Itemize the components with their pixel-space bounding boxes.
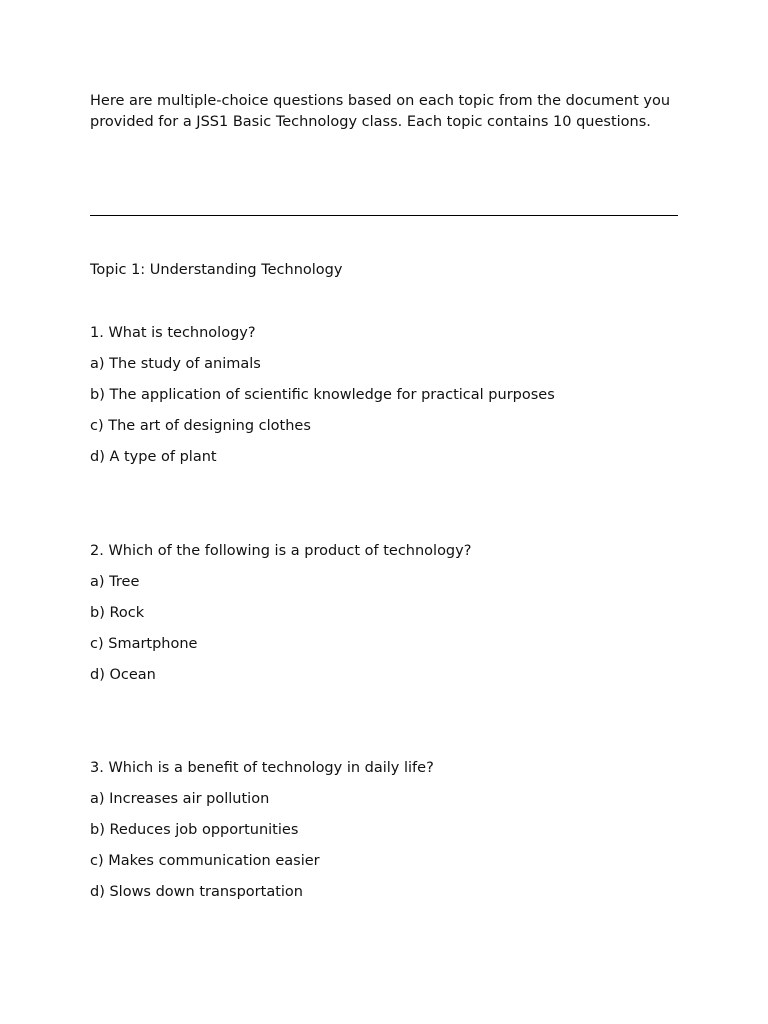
- option-d: d) Ocean: [90, 667, 156, 683]
- option-b: b) Reduces job opportunities: [90, 822, 299, 838]
- horizontal-rule: [90, 215, 678, 216]
- option-b: b) The application of scientific knowledge for practical purposes: [90, 387, 555, 403]
- option-b: b) Rock: [90, 605, 145, 621]
- question-3: [90, 758, 690, 913]
- question-text: 1. What is technology?: [90, 325, 256, 341]
- option-d: d) A type of plant: [90, 449, 217, 465]
- option-a: a) Tree: [90, 574, 140, 590]
- topic-heading: Topic 1: Understanding Technology: [90, 262, 343, 278]
- question-text: 3. Which is a benefit of technology in daily life?: [90, 760, 434, 776]
- question-text: 2. Which of the following is a product of technology?: [90, 543, 472, 559]
- option-c: c) The art of designing clothes: [90, 418, 311, 434]
- option-c: c) Smartphone: [90, 636, 198, 652]
- question-1: [90, 323, 690, 478]
- question-2: [90, 541, 690, 696]
- option-a: a) The study of animals: [90, 356, 261, 372]
- option-c: c) Makes communication easier: [90, 853, 320, 869]
- option-a: a) Increases air pollution: [90, 791, 270, 807]
- option-d: d) Slows down transportation: [90, 884, 303, 900]
- document-page: [90, 91, 678, 133]
- intro-paragraph: Here are multiple-choice questions based on each topic from the document you provided for a JSS1 Basic Technology class. Each topic contains 10 questions.: [90, 93, 671, 130]
